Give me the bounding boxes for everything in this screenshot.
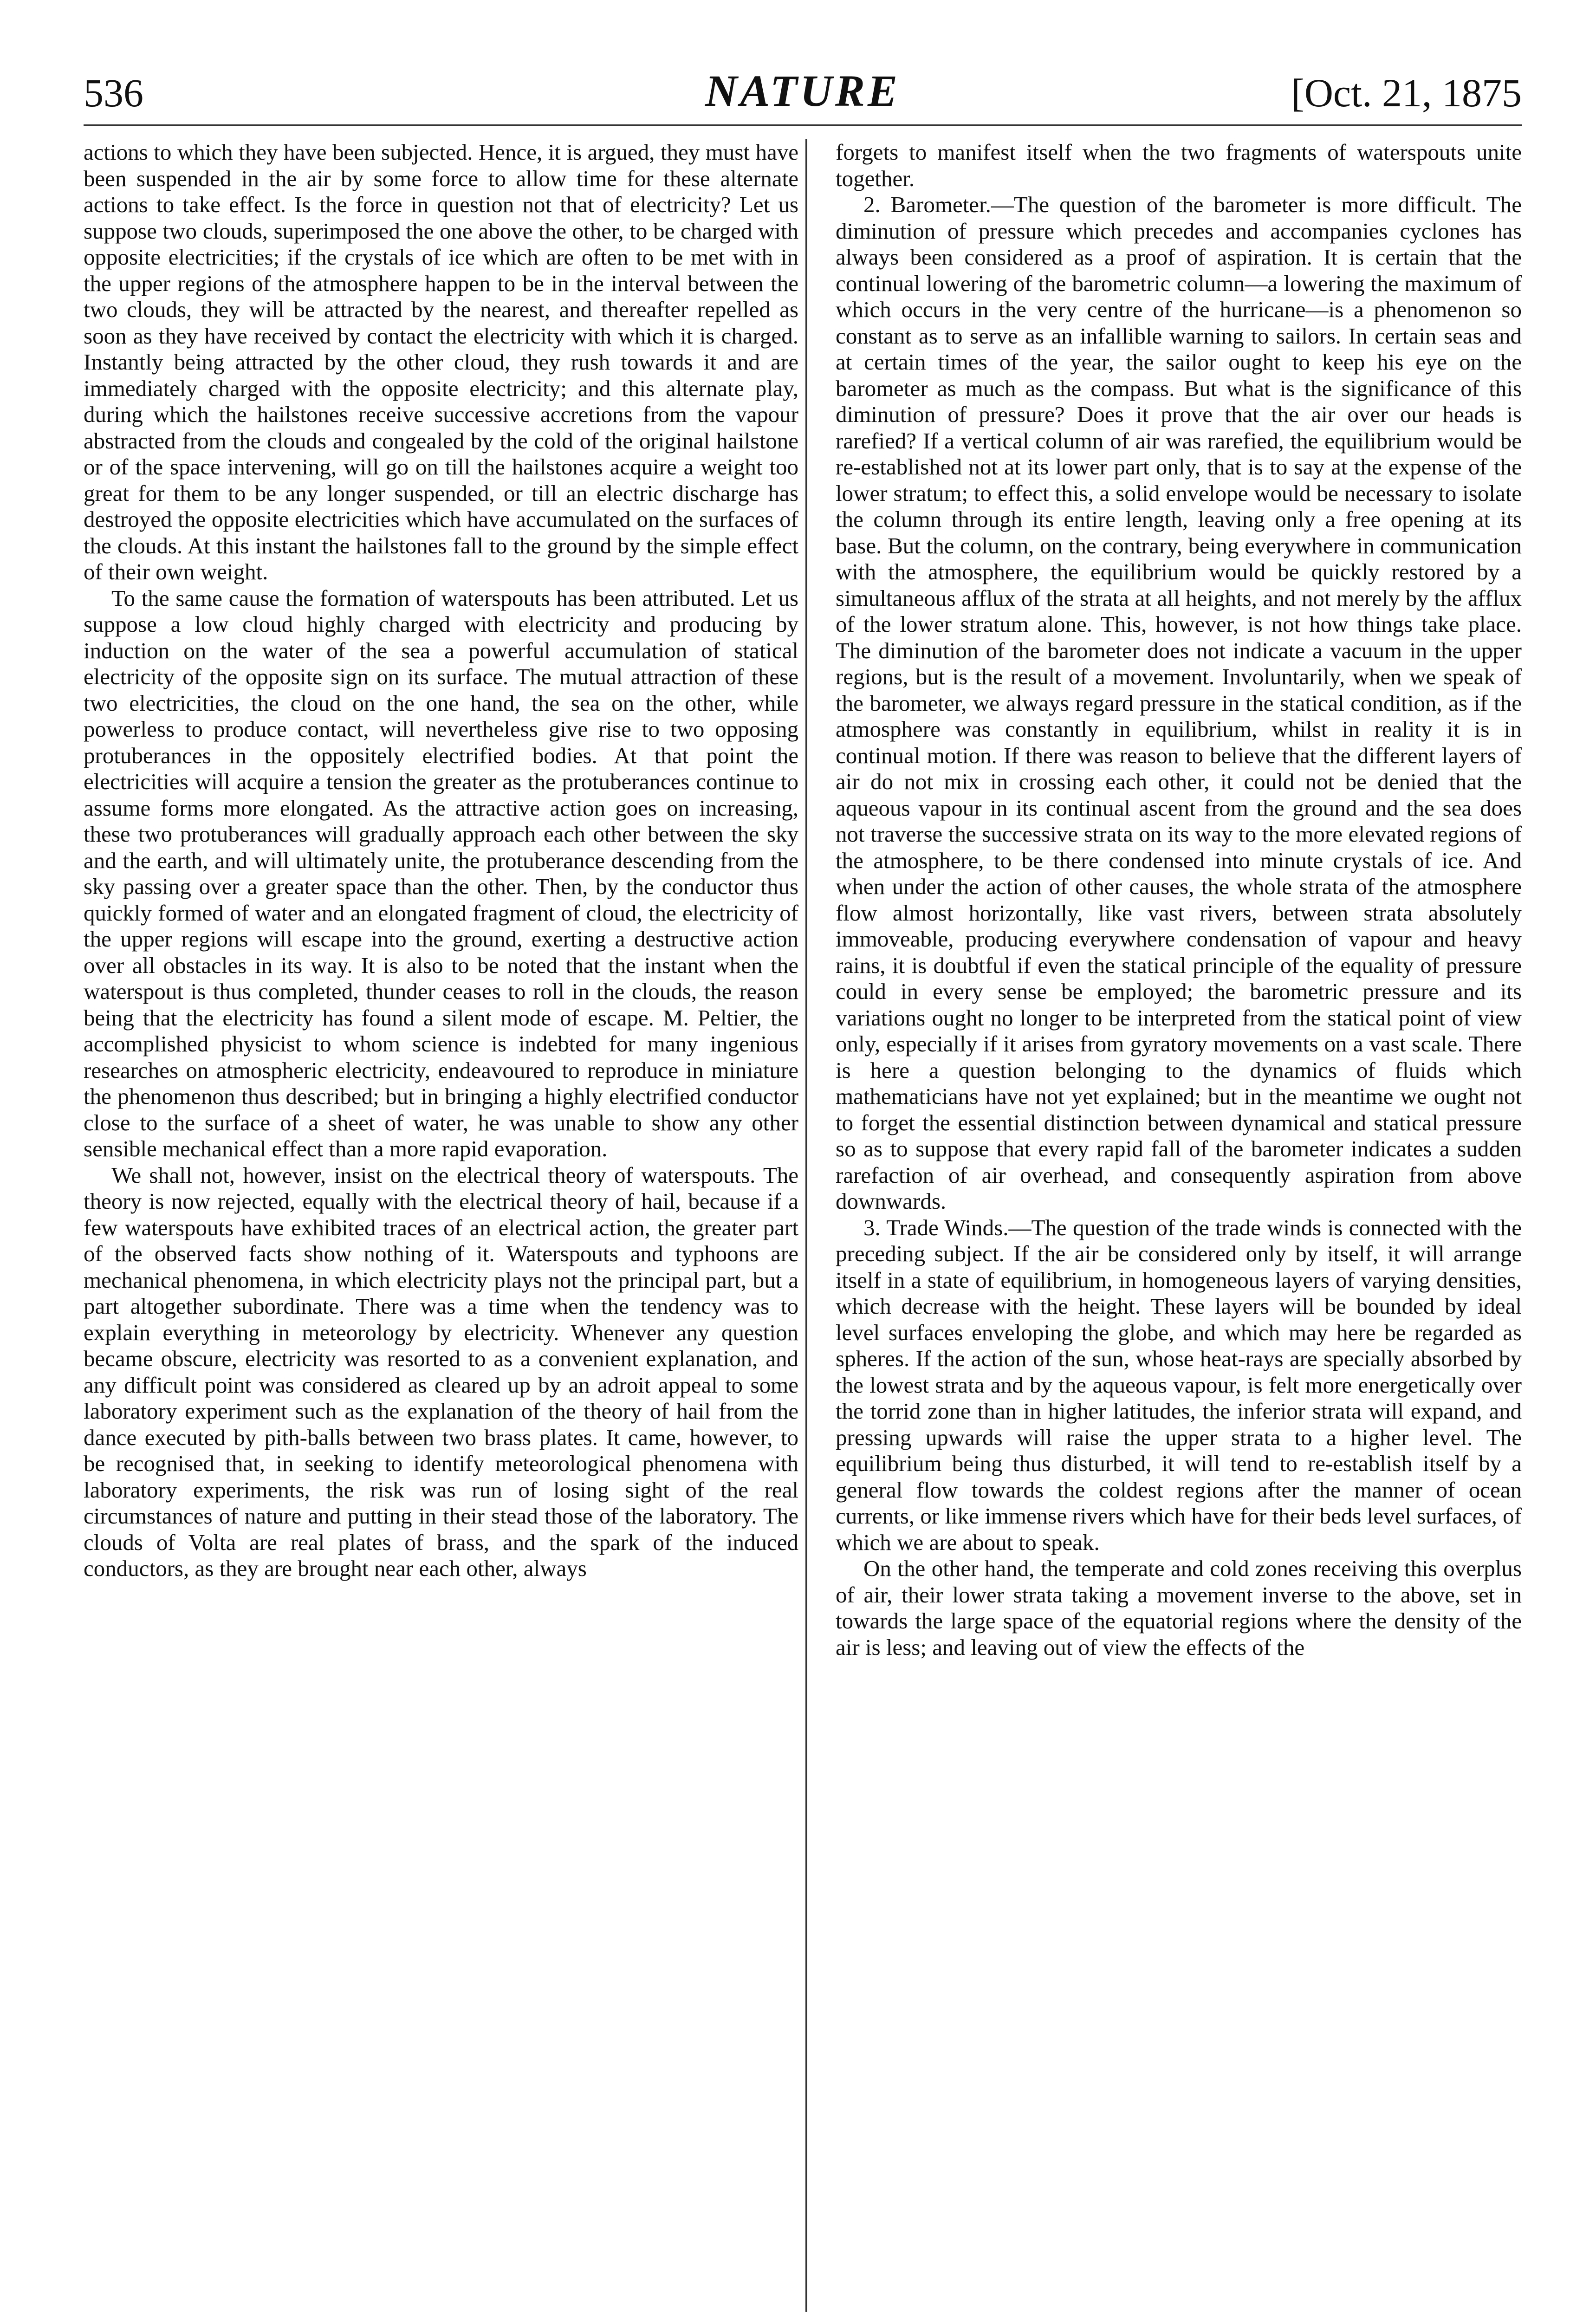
journal-title: NATURE [705, 66, 901, 116]
left-column [84, 139, 798, 1582]
paragraph: On the other hand, the temperate and cold zones receiving this overplus of air, their lower strata taking a movement inverse to the above, set in towards the large space of the equatorial regions where the density of the air is less; and leaving out of view the effects of the [836, 1556, 1522, 1660]
paragraph: To the same cause the formation of waterspouts has been attributed. Let us suppose a low cloud highly charged with electricity and producing by induction on the water of the sea a powerful accumulation of statical electricity of the opposite sign on its surface. The mutual attraction of these two electricities, the cloud on the one hand, the sea on the other, while powerless to produce contact, will nevertheless give rise to two opposing protuberances in the oppositely electrified bodies. At that point the electricities will acquire a tension the greater as the protuberances continue to assume forms more elongated. As the attractive action goes on increasing, these two protuberances will gradually approach each other between the sky and the earth, and will ultimately unite, the protuberance descending from the sky passing over a greater space than the other. Then, by the conductor thus quickly formed of water and an elongated fragment of cloud, the electricity of the upper regions will escape into the ground, exerting a destructive action over all obstacles in its way. It is also to be noted that the instant when the waterspout is thus completed, thunder ceases to roll in the clouds, the reason being that the electricity has found a silent mode of escape. M. Peltier, the accomplished physicist to whom science is indebted for many ingenious researches on atmospheric electricity, endeavoured to reproduce in miniature the phenomenon thus described; but in bringing a highly electrified conductor close to the surface of a sheet of water, he was unable to show any other sensible mechanical effect than a more rapid evaporation. [84, 585, 798, 1161]
page-header [84, 51, 1522, 130]
right-column [836, 139, 1522, 1660]
paragraph: 3. Trade Winds.—The question of the trade winds is connected with the preceding subject. If the air be considered only by itself, it will arrange itself in a state of equilibrium, in homogeneous layers of varying densities, which decrease with the height. These layers will be bounded by ideal level surfaces enveloping the globe, and which may here be regarded as spheres. If the action of the sun, whose heat-rays are specially absorbed by the lowest strata and by the aqueous vapour, is felt more energetically over the torrid zone than in higher latitudes, the inferior strata will expand, and pressing upwards will raise the upper strata to a higher level. The equilibrium being thus disturbed, it will tend to re-establish itself by a general flow towards the coldest regions after the manner of ocean currents, or like immense rivers which have for their beds level surfaces, of which we are about to speak. [836, 1214, 1522, 1555]
header-rule [84, 124, 1522, 126]
issue-date: [Oct. 21, 1875 [1291, 71, 1522, 115]
page-number: 536 [84, 71, 143, 115]
paragraph: actions to which they have been subjected. Hence, it is argued, they must have been suspended in the air by some force to allow time for these alternate actions to take effect. Is the force in question not that of electricity? Let us suppose two clouds, superimposed the one above the other, to be charged with opposite electricities; if the crystals of ice which are often to be met with in the upper regions of the atmosphere happen to be in the interval between the two clouds, they will be attracted by the nearest, and thereafter repelled as soon as they have received by contact the electricity with which it is charged. Instantly being attracted by the other cloud, they rush towards it and are immediately charged with the opposite electricity; and this alternate play, during which the hailstones receive successive accretions from the vapour abstracted from the clouds and congealed by the cold of the original hailstone or of the space intervening, will go on till the hailstones acquire a weight too great for them to be any longer suspended, or till an electric discharge has destroyed the opposite electricities which have accumulated on the surfaces of the clouds. At this instant the hailstones fall to the ground by the simple effect of their own weight. [84, 139, 798, 584]
paragraph: We shall not, however, insist on the electrical theory of waterspouts. The theory is now rejected, equally with the electrical theory of hail, because if a few waterspouts have exhibited traces of an electrical action, the greater part of the observed facts show nothing of it. Waterspouts and typhoons are mechanical phenomena, in which electricity plays not the principal part, but a part altogether subordinate. There was a time when the tendency was to explain everything in meteorology by electricity. Whenever any question became obscure, electricity was resorted to as a convenient explanation, and any difficult point was considered as cleared up by an adroit appeal to some laboratory experiment such as the explanation of the theory of hail from the dance executed by pith-balls between two brass plates. It came, however, to be recognised that, in seeking to identify meteorological phenomena with laboratory experiments, the risk was run of losing sight of the real circumstances of nature and putting in their stead those of the laboratory. The clouds of Volta are real plates of brass, and the spark of the induced conductors, as they are brought near each other, always [84, 1162, 798, 1581]
paragraph: forgets to manifest itself when the two fragments of waterspouts unite together. [836, 139, 1522, 191]
paragraph: 2. Barometer.—The question of the barometer is more difficult. The diminution of pressure which precedes and accompanies cyclones has always been considered as a proof of aspiration. It is certain that the continual lowering of the barometric column—a lowering the maximum of which occurs in the very centre of the hurricane—is a phenomenon so constant as to serve as an infallible warning to sailors. In certain seas and at certain times of the year, the sailor ought to keep his eye on the barometer as much as the compass. But what is the significance of this diminution of pressure? Does it prove that the air over our heads is rarefied? If a vertical column of air was rarefied, the equilibrium would be re-established not at its lower part only, that is to say at the expense of the lower stratum; to effect this, a solid envelope would be necessary to isolate the column through its entire length, leaving only a free opening at its base. But the column, on the contrary, being everywhere in communication with the atmosphere, the equilibrium would be quickly restored by a simultaneous afflux of the strata at all heights, and not merely by the afflux of the lower stratum alone. This, however, is not how things take place. The diminution of the barometer does not indicate a vacuum in the upper regions, but is the result of a movement. Involuntarily, when we speak of the barometer, we always regard pressure in the statical condition, as if the atmosphere was constantly in equilibrium, whilst in reality it is in continual motion. If there was reason to believe that the different layers of air do not mix in crossing each other, it could not be denied that the aqueous vapour in its continual ascent from the ground and the sea does not traverse the successive strata on its way to the more elevated regions of the atmosphere, to be there condensed into minute crystals of ice. And when under the action of other causes, the whole strata of the atmosphere flow almost horizontally, like vast rivers, between strata absolutely immoveable, producing everywhere condensation of vapour and heavy rains, it is doubtful if even the statical principle of the equality of pressure could in every sense be employed; the barometric pressure and its variations ought no longer to be interpreted from the statical point of view only, especially if it arises from gyratory movements on a vast scale. There is here a question belonging to the dynamics of fluids which mathematicians have not yet explained; but in the meantime we ought not to forget the essential distinction between dynamical and statical pressure so as to suppose that every rapid fall of the barometer indicates a sudden rarefaction of air overhead, and consequently aspiration from above downwards. [836, 192, 1522, 1214]
column-divider [805, 139, 807, 2312]
